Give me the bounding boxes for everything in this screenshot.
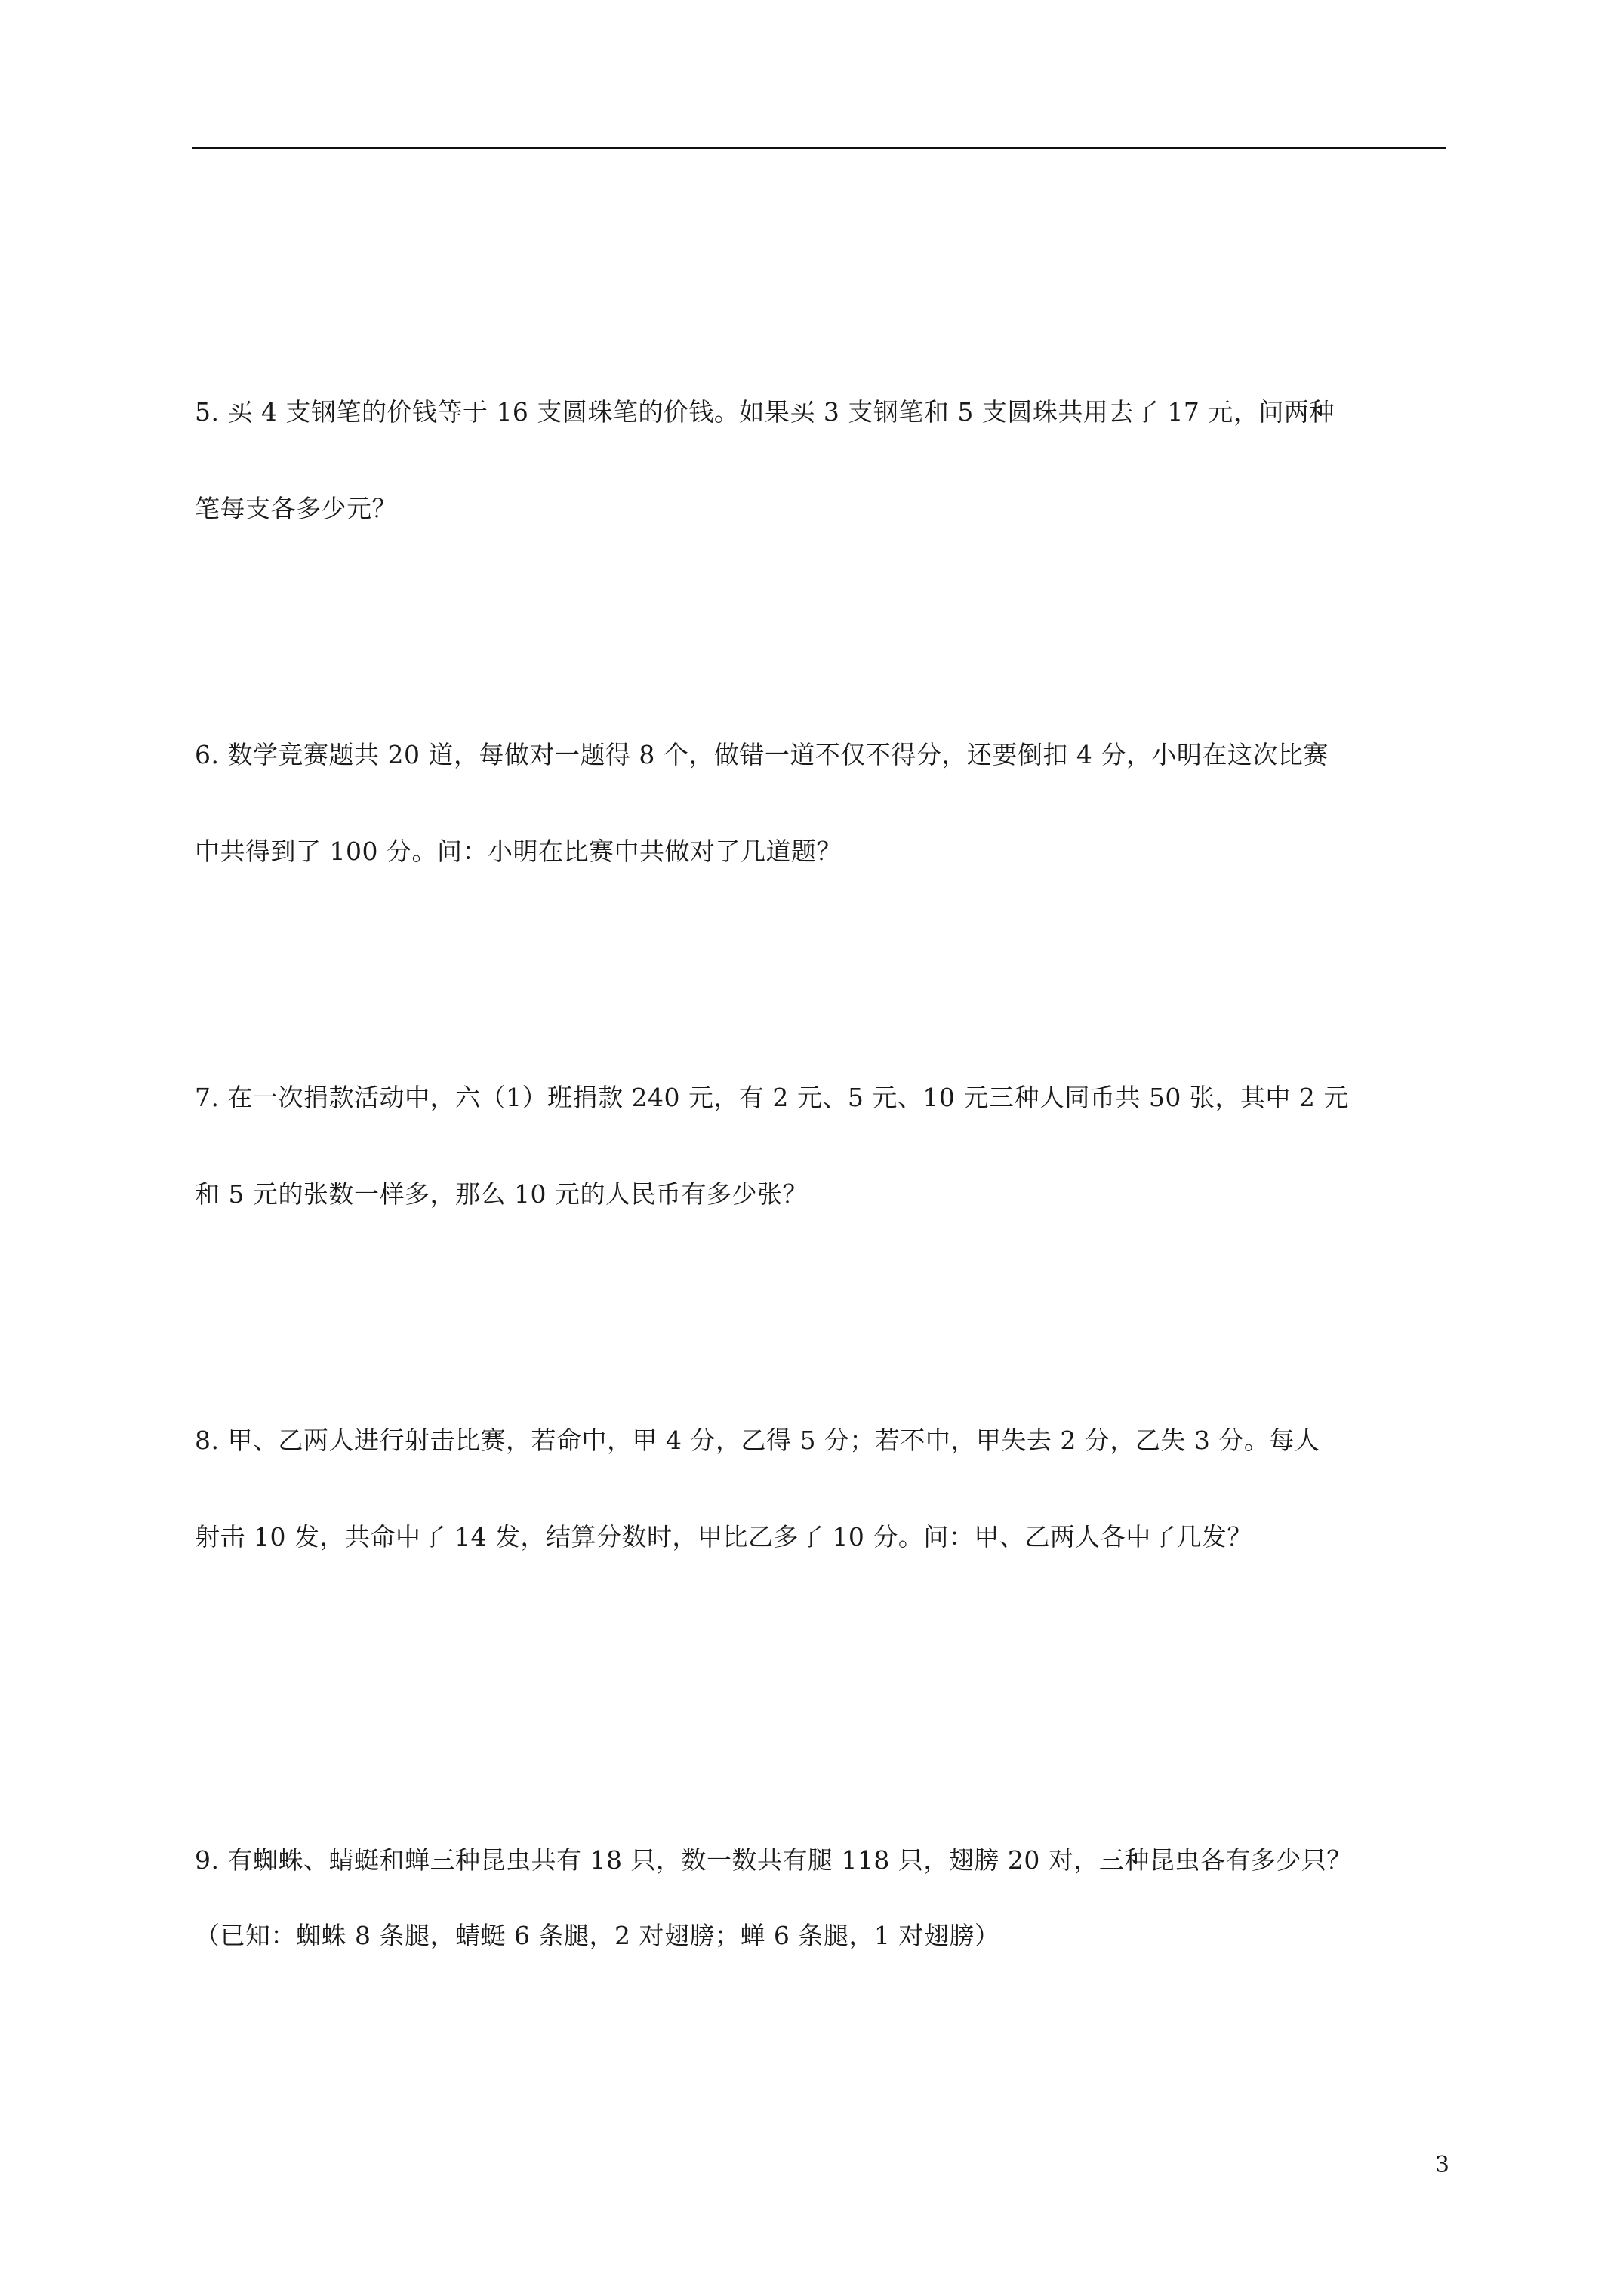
problem-5-line-1: 5. 买 4 支钢笔的价钱等于 16 支圆珠笔的价钱。如果买 3 支钢笔和 5 支圆珠共用去了 17 元，问两种: [195, 397, 1335, 427]
problem-6-line-2: 中共得到了 100 分。问：小明在比赛中共做对了几道题？: [195, 837, 842, 866]
problem-9-line-1: 9. 有蜘蛛、蜻蜓和蝉三种昆虫共有 18 只，数一数共有腿 118 只，翅膀 20 对，三种昆虫各有多少只？: [195, 1845, 1352, 1875]
problem-7-line-2: 和 5 元的张数一样多，那么 10 元的人民币有多少张？: [195, 1179, 808, 1209]
header-rule: [192, 147, 1446, 149]
problem-5: [195, 364, 1448, 557]
problem-8: [195, 1392, 1448, 1586]
problem-6: [195, 707, 1448, 900]
problem-7: [195, 1049, 1448, 1243]
problem-8-line-1: 8. 甲、乙两人进行射击比赛，若命中，甲 4 分，乙得 5 分；若不中，甲失去 2 分，乙失 3 分。每人: [195, 1425, 1320, 1455]
problem-6-line-1: 6. 数学竞赛题共 20 道，每做对一题得 8 个，做错一道不仅不得分，还要倒扣 4 分，小明在这次比赛: [195, 740, 1329, 769]
problem-9: [195, 1823, 1448, 1974]
page-number: 3: [1434, 2152, 1449, 2178]
problem-5-line-2: 笔每支各多少元？: [195, 494, 397, 523]
problem-8-line-2: 射击 10 发，共命中了 14 发，结算分数时，甲比乙多了 10 分。问：甲、乙两人各中了几发？: [195, 1522, 1252, 1552]
problem-9-line-2: （已知：蜘蛛 8 条腿，蜻蜓 6 条腿，2 对翅膀；蝉 6 条腿，1 对翅膀）: [195, 1921, 1000, 1950]
problem-7-line-1: 7. 在一次捐款活动中，六（1）班捐款 240 元，有 2 元、5 元、10 元三种人同币共 50 张，其中 2 元: [195, 1083, 1349, 1112]
